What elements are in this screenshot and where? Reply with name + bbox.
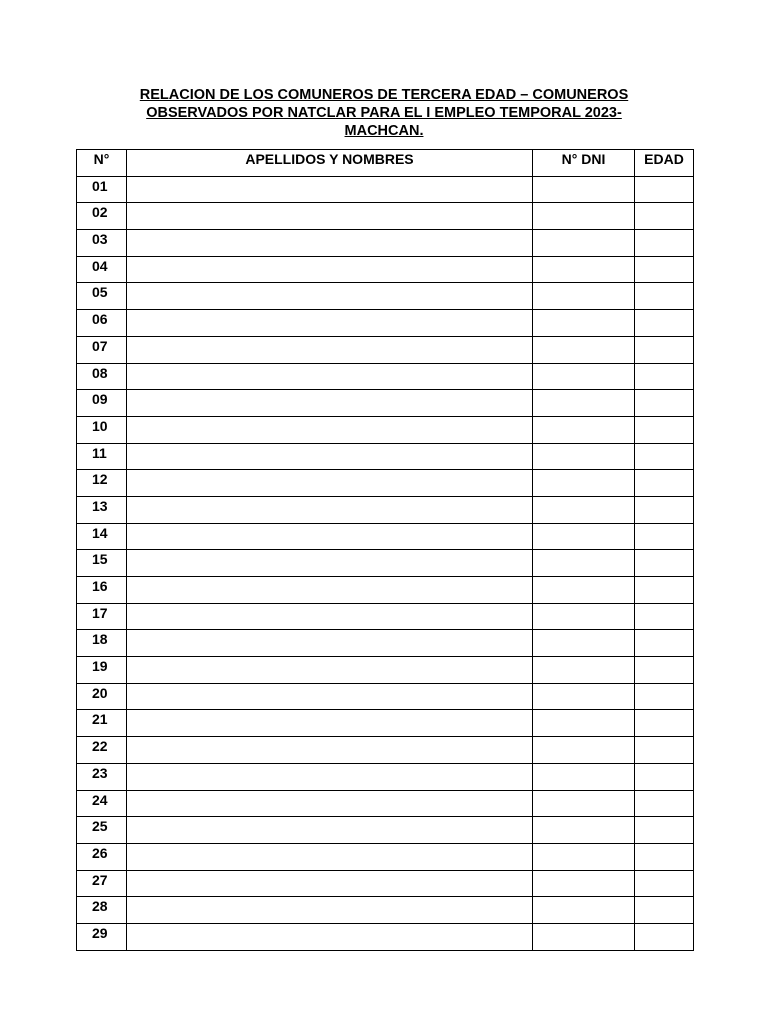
row-dni-cell [533,470,635,497]
row-age-cell [635,523,694,550]
row-name-cell [127,923,533,950]
row-number-cell: 19 [77,657,127,684]
table-row [77,790,694,817]
row-age-cell [635,763,694,790]
row-number-cell: 25 [77,817,127,844]
row-name-cell [127,496,533,523]
row-age-cell [635,737,694,764]
row-dni-cell [533,737,635,764]
row-number-cell: 24 [77,790,127,817]
row-age-cell [635,630,694,657]
row-age-cell [635,843,694,870]
row-age-cell [635,176,694,203]
row-dni-cell [533,897,635,924]
row-name-cell [127,737,533,764]
row-dni-cell [533,843,635,870]
row-number-cell: 27 [77,870,127,897]
row-age-cell [635,870,694,897]
row-name-cell [127,416,533,443]
row-dni-cell [533,870,635,897]
row-dni-cell [533,523,635,550]
row-age-cell [635,336,694,363]
row-number-cell: 18 [77,630,127,657]
table-row [77,550,694,577]
row-name-cell [127,363,533,390]
table-row [77,710,694,737]
row-dni-cell [533,496,635,523]
row-number-cell: 09 [77,390,127,417]
row-age-cell [635,496,694,523]
table-row [77,176,694,203]
row-age-cell [635,443,694,470]
header-number: N° [77,150,127,177]
row-dni-cell [533,176,635,203]
document-title-line-1: RELACION DE LOS COMUNEROS DE TERCERA EDAD – COMUNEROS [139,87,629,103]
row-number-cell: 17 [77,603,127,630]
row-age-cell [635,310,694,337]
row-name-cell [127,203,533,230]
row-number-cell: 28 [77,897,127,924]
table-row [77,737,694,764]
row-name-cell [127,176,533,203]
row-dni-cell [533,577,635,604]
table-row [77,363,694,390]
row-age-cell [635,390,694,417]
row-name-cell [127,817,533,844]
table-row [77,683,694,710]
table-row [77,763,694,790]
row-name-cell [127,470,533,497]
table-row [77,577,694,604]
row-number-cell: 10 [77,416,127,443]
row-name-cell [127,630,533,657]
row-dni-cell [533,657,635,684]
row-name-cell [127,283,533,310]
document-title [100,86,668,140]
row-age-cell [635,603,694,630]
row-name-cell [127,336,533,363]
row-dni-cell [533,363,635,390]
document-title-line-3: MACHCAN. [344,123,424,139]
row-name-cell [127,710,533,737]
table-row [77,523,694,550]
row-number-cell: 14 [77,523,127,550]
row-age-cell [635,550,694,577]
table-row [77,923,694,950]
table-header-row [77,150,694,177]
row-dni-cell [533,710,635,737]
table-body [77,176,694,950]
roster-table [76,149,694,951]
row-age-cell [635,897,694,924]
table-row [77,657,694,684]
table-row [77,630,694,657]
row-number-cell: 23 [77,763,127,790]
row-name-cell [127,230,533,257]
row-age-cell [635,363,694,390]
row-name-cell [127,763,533,790]
row-number-cell: 05 [77,283,127,310]
table-row [77,817,694,844]
row-dni-cell [533,763,635,790]
row-age-cell [635,790,694,817]
row-number-cell: 16 [77,577,127,604]
row-name-cell [127,256,533,283]
row-dni-cell [533,390,635,417]
header-name: APELLIDOS Y NOMBRES [127,150,533,177]
row-dni-cell [533,550,635,577]
row-age-cell [635,256,694,283]
row-dni-cell [533,310,635,337]
header-age: EDAD [635,150,694,177]
row-age-cell [635,817,694,844]
row-number-cell: 20 [77,683,127,710]
table-row [77,843,694,870]
table-row [77,203,694,230]
table-row [77,496,694,523]
row-name-cell [127,657,533,684]
row-name-cell [127,390,533,417]
table-row [77,443,694,470]
row-age-cell [635,710,694,737]
table-row [77,390,694,417]
row-number-cell: 07 [77,336,127,363]
row-dni-cell [533,256,635,283]
row-age-cell [635,416,694,443]
row-number-cell: 11 [77,443,127,470]
row-age-cell [635,683,694,710]
row-number-cell: 04 [77,256,127,283]
table-row [77,230,694,257]
row-number-cell: 26 [77,843,127,870]
row-dni-cell [533,603,635,630]
table-row [77,603,694,630]
table-row [77,256,694,283]
row-number-cell: 01 [77,176,127,203]
row-dni-cell [533,923,635,950]
row-name-cell [127,870,533,897]
table-row [77,416,694,443]
row-number-cell: 15 [77,550,127,577]
row-number-cell: 12 [77,470,127,497]
row-dni-cell [533,416,635,443]
row-name-cell [127,523,533,550]
row-age-cell [635,923,694,950]
row-name-cell [127,550,533,577]
row-name-cell [127,790,533,817]
row-number-cell: 13 [77,496,127,523]
row-dni-cell [533,683,635,710]
row-number-cell: 03 [77,230,127,257]
document-title-line-2: OBSERVADOS POR NATCLAR PARA EL I EMPLEO TEMPORAL 2023- [146,105,622,121]
table-row [77,283,694,310]
row-dni-cell [533,630,635,657]
row-dni-cell [533,230,635,257]
table-row [77,310,694,337]
row-dni-cell [533,336,635,363]
row-number-cell: 06 [77,310,127,337]
row-number-cell: 29 [77,923,127,950]
table-row [77,870,694,897]
row-age-cell [635,657,694,684]
row-name-cell [127,683,533,710]
row-name-cell [127,843,533,870]
row-age-cell [635,470,694,497]
row-age-cell [635,203,694,230]
row-dni-cell [533,817,635,844]
table-row [77,336,694,363]
row-name-cell [127,443,533,470]
row-dni-cell [533,790,635,817]
row-number-cell: 08 [77,363,127,390]
table-row [77,470,694,497]
row-number-cell: 02 [77,203,127,230]
row-name-cell [127,310,533,337]
header-dni: N° DNI [533,150,635,177]
row-number-cell: 21 [77,710,127,737]
row-name-cell [127,603,533,630]
row-dni-cell [533,203,635,230]
row-name-cell [127,577,533,604]
row-dni-cell [533,443,635,470]
row-age-cell [635,577,694,604]
row-age-cell [635,230,694,257]
row-age-cell [635,283,694,310]
row-name-cell [127,897,533,924]
row-number-cell: 22 [77,737,127,764]
row-dni-cell [533,283,635,310]
table-row [77,897,694,924]
